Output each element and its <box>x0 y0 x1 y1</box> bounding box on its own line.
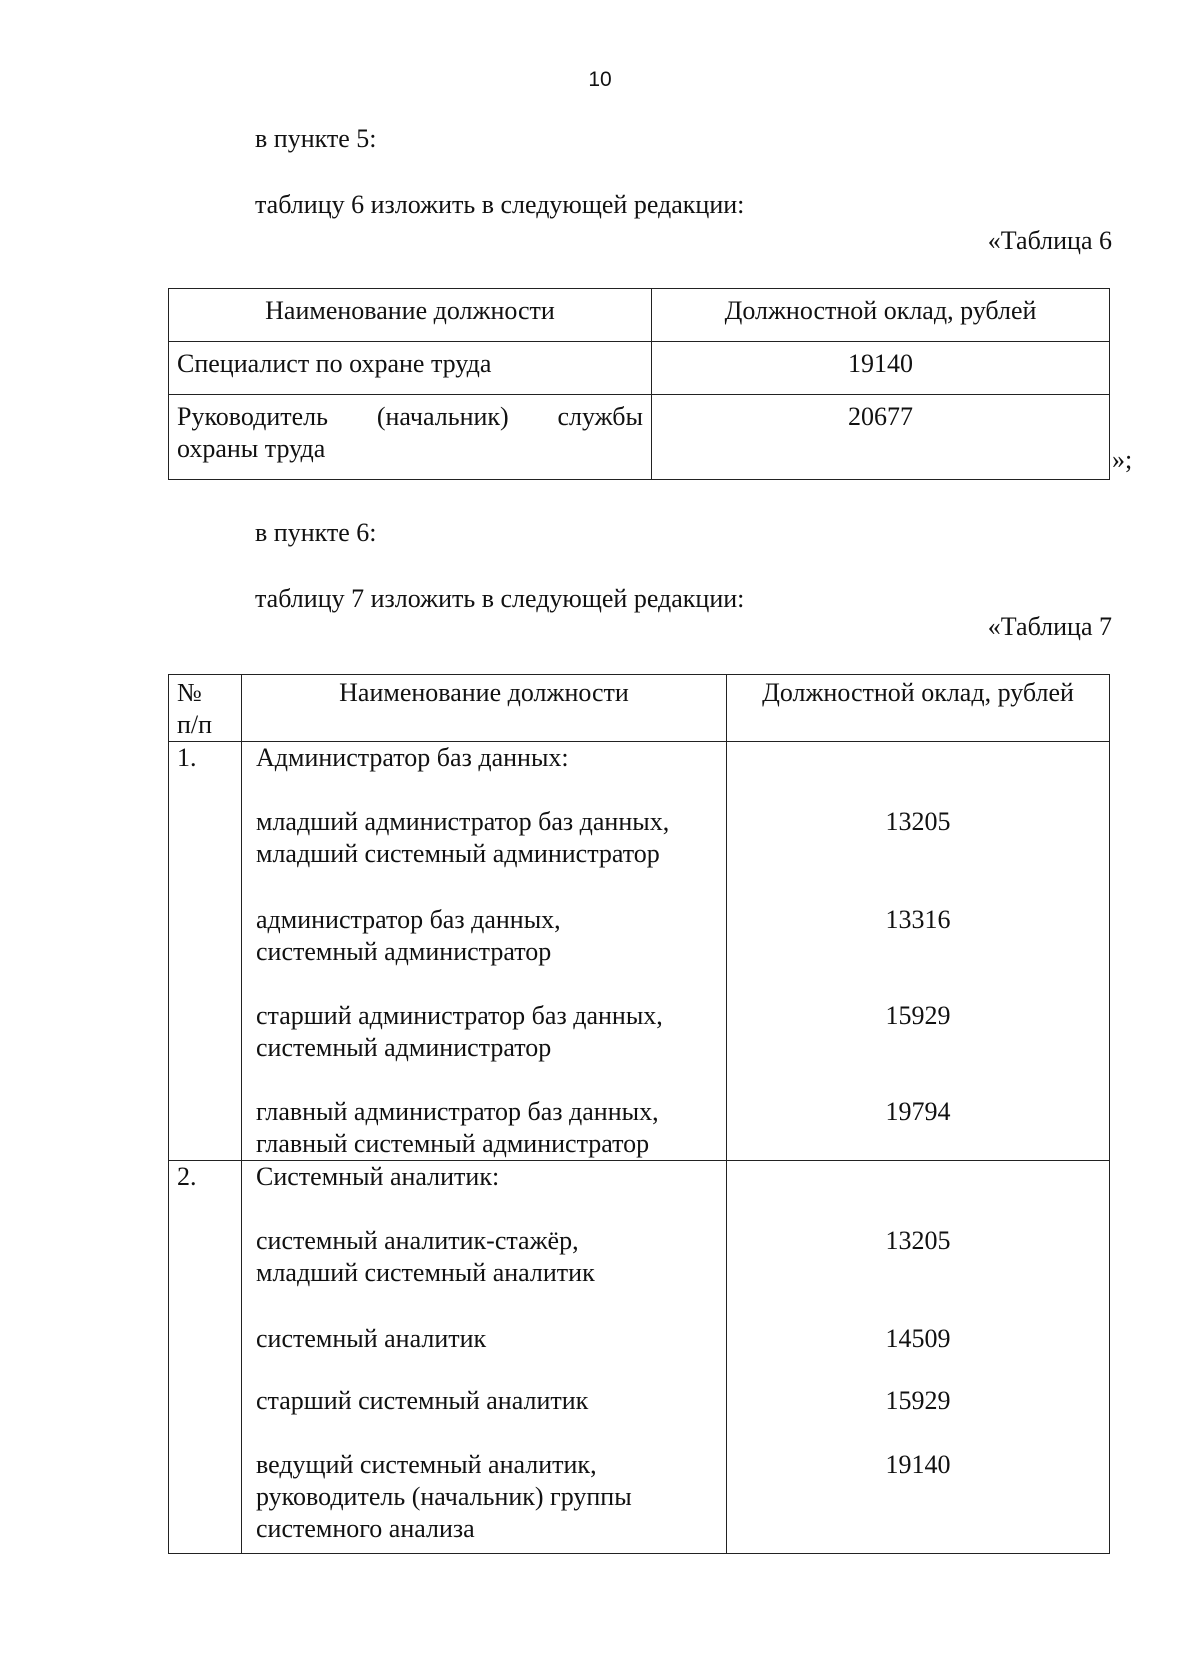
header-text: Наименование должности <box>265 296 555 325</box>
table-7-header-row <box>169 675 1110 742</box>
position-name-line: руководитель (начальник) группы <box>256 1482 632 1511</box>
table-7-header-name <box>242 675 727 742</box>
salary-value: 19794 <box>885 1097 951 1126</box>
salary-value: 13205 <box>885 807 951 836</box>
table-6-header-salary <box>652 289 1110 342</box>
position-name <box>169 395 651 465</box>
group-content <box>242 1161 726 1549</box>
list-item <box>256 1449 718 1549</box>
header-text <box>169 675 241 741</box>
row-number: 1. <box>177 743 197 772</box>
table-7 <box>168 674 1110 1554</box>
table-cell-name <box>242 1161 727 1554</box>
position-name: Специалист по охране труда <box>177 349 492 378</box>
salary-column <box>727 1161 1109 1549</box>
list-item <box>256 1323 718 1385</box>
paragraph-point-6: в пункте 6: <box>255 518 377 547</box>
salary-value: 15929 <box>885 1386 951 1415</box>
row-number: 2. <box>177 1162 197 1191</box>
list-item <box>256 904 718 1000</box>
position-name-line: охраны труда <box>177 434 326 463</box>
table-6-label: «Таблица 6 <box>987 226 1112 255</box>
table-7-label: «Таблица 7 <box>987 612 1112 641</box>
table-row <box>169 1161 1110 1554</box>
page-number: 10 <box>588 68 612 91</box>
group-title: Администратор баз данных: <box>256 743 569 772</box>
paragraph-table-7-intro: таблицу 7 изложить в следующей редакции: <box>255 584 745 613</box>
table-cell-name <box>242 742 727 1161</box>
list-item <box>256 1000 718 1096</box>
table-row <box>169 342 1110 395</box>
table-cell-salary <box>652 342 1110 395</box>
table-6-header-name <box>169 289 652 342</box>
list-item <box>256 1385 718 1449</box>
table-cell-salary <box>652 395 1110 480</box>
table-row <box>169 395 1110 480</box>
position-name-line: системный аналитик-стажёр, <box>256 1226 579 1255</box>
header-text-line: п/п <box>177 710 213 739</box>
salary-value: 20677 <box>848 402 913 431</box>
position-name-line: главный системный администратор <box>256 1129 650 1158</box>
position-name-line: системный аналитик <box>256 1324 487 1353</box>
table-row <box>169 742 1110 1161</box>
table-cell-name <box>169 342 652 395</box>
table-cell-number <box>169 1161 242 1554</box>
table-cell-name <box>169 395 652 480</box>
position-name-line: Руководитель (начальник) службы <box>177 402 643 431</box>
table-6 <box>168 288 1110 480</box>
header-text: Наименование должности <box>339 678 629 707</box>
position-name-line: старший системный аналитик <box>256 1386 589 1415</box>
position-name-line: системный администратор <box>256 937 552 966</box>
position-name-line: главный администратор баз данных, <box>256 1097 659 1126</box>
list-item <box>256 1225 718 1323</box>
paragraph-point-5: в пункте 5: <box>255 124 377 153</box>
salary-value: 19140 <box>885 1450 951 1479</box>
list-item <box>256 1096 718 1160</box>
salary-column <box>727 742 1109 1160</box>
position-name-line: системного анализа <box>256 1514 475 1543</box>
position-name-line: младший системный аналитик <box>256 1258 595 1287</box>
group-content <box>242 742 726 1160</box>
salary-value: 13205 <box>885 1226 951 1255</box>
paragraph-table-6-intro: таблицу 6 изложить в следующей редакции: <box>255 190 745 219</box>
position-name-line: администратор баз данных, <box>256 905 561 934</box>
table-6-header-row <box>169 289 1110 342</box>
salary-value: 19140 <box>848 349 913 378</box>
table-cell-number <box>169 742 242 1161</box>
header-text: Должностной оклад, рублей <box>762 678 1074 707</box>
salary-value: 13316 <box>885 905 951 934</box>
group-title: Системный аналитик: <box>256 1162 500 1191</box>
table-cell-salary <box>727 1161 1110 1554</box>
position-name-line: системный администратор <box>256 1033 552 1062</box>
table-6-closing-quote: »; <box>1112 445 1133 474</box>
table-7-header-number <box>169 675 242 742</box>
position-name-line: старший администратор баз данных, <box>256 1001 663 1030</box>
position-name-line: младший администратор баз данных, <box>256 807 670 836</box>
salary-value: 15929 <box>885 1001 951 1030</box>
header-text-line: № <box>177 678 202 707</box>
header-text: Должностной оклад, рублей <box>724 296 1037 325</box>
salary-value: 14509 <box>885 1324 951 1353</box>
position-name-line: ведущий системный аналитик, <box>256 1450 597 1479</box>
table-cell-salary <box>727 742 1110 1161</box>
position-name-line: младший системный администратор <box>256 839 660 868</box>
table-7-header-salary <box>727 675 1110 742</box>
list-item <box>256 806 718 904</box>
